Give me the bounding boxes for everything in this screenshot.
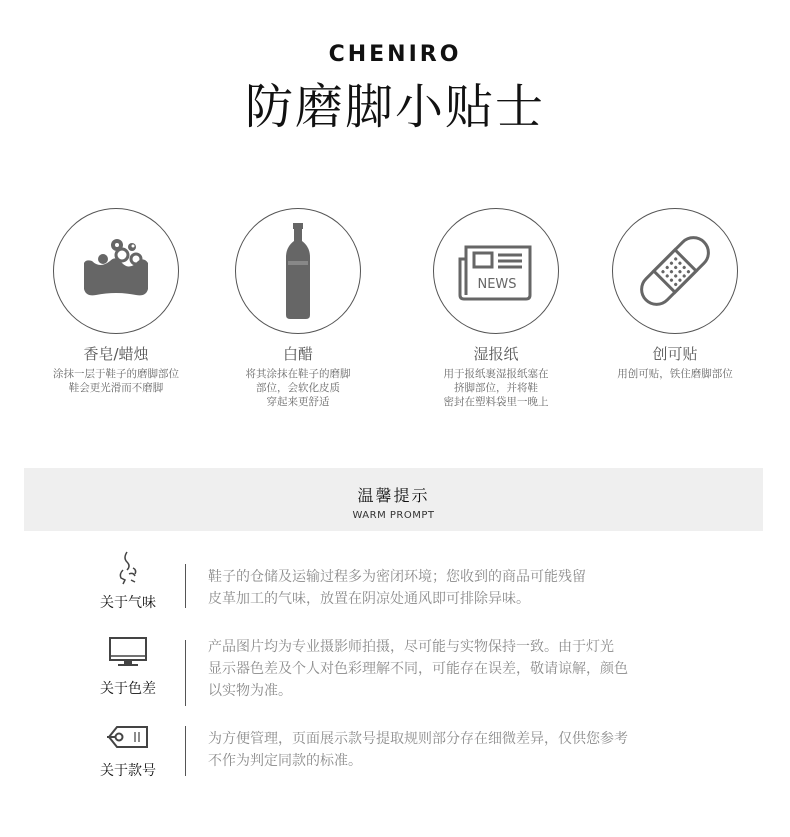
soap-icon [76,231,156,311]
note-label: 关于色差 [100,681,156,697]
tip-name: 湿报纸 [473,345,519,363]
note-divider [185,640,186,706]
note-label-column [88,550,168,612]
warm-prompt-banner [24,468,763,531]
vinegar-bottle-icon [278,221,318,321]
tip-soap-circle [53,208,179,334]
note-label: 关于气味 [100,595,156,611]
tip-description: 用创可贴，铁住磨脚部位 [617,368,733,380]
tip-newspaper [411,208,581,409]
newspaper-icon-text: NEWS [477,277,517,292]
banner-title: 温馨提示 [357,486,430,505]
page-title: 防磨脚小贴士 [244,79,545,135]
tip-vinegar [213,208,383,409]
monitor-icon [108,636,148,668]
smell-icon [113,550,143,588]
tip-name: 创可贴 [652,345,698,363]
bandage-icon [630,226,720,316]
tip-vinegar-circle [235,208,361,334]
tip-name: 香皂/蜡烛 [83,345,149,363]
tag-icon [105,724,151,750]
note-text: 产品图片均为专业摄影师拍摄，尽可能与实物保持一致。由于灯光 显示器色差及个人对色彩理解不同，可能存在误差，敬请谅解，颜色 以实物为准。 [208,639,628,699]
tip-description: 用于报纸裹湿报纸塞在 挤脚部位，并将鞋 密封在塑料袋里一晚上 [443,368,549,408]
note-label: 关于款号 [100,763,156,779]
note-divider [185,726,186,776]
tip-name: 白醋 [282,345,313,363]
brand-logo: CHENIRO [328,42,462,67]
note-label-column [88,724,168,780]
newspaper-icon [456,239,536,303]
tip-description: 将其涂抹在鞋子的磨脚 部位，会软化皮质 穿起来更舒适 [245,368,351,408]
tip-newspaper-circle [433,208,559,334]
note-label-column [88,636,168,698]
note-text: 鞋子的仓储及运输过程多为密闭环境；您收到的商品可能残留 皮革加工的气味，放置在阴凉处通风即可排除异味。 [208,569,586,607]
banner-subtitle: WARM PROMPT [352,510,435,521]
tip-description: 涂抹一层于鞋子的磨脚部位 鞋会更光滑而不磨脚 [53,368,179,394]
tips-section [0,208,790,428]
note-divider [185,564,186,608]
note-text: 为方便管理，页面展示款号提取规则部分存在细微差异，仅供您参考 不作为判定同款的标准。 [208,731,628,769]
tip-bandage [590,208,760,381]
tip-soap [31,208,201,395]
tip-bandage-circle [612,208,738,334]
